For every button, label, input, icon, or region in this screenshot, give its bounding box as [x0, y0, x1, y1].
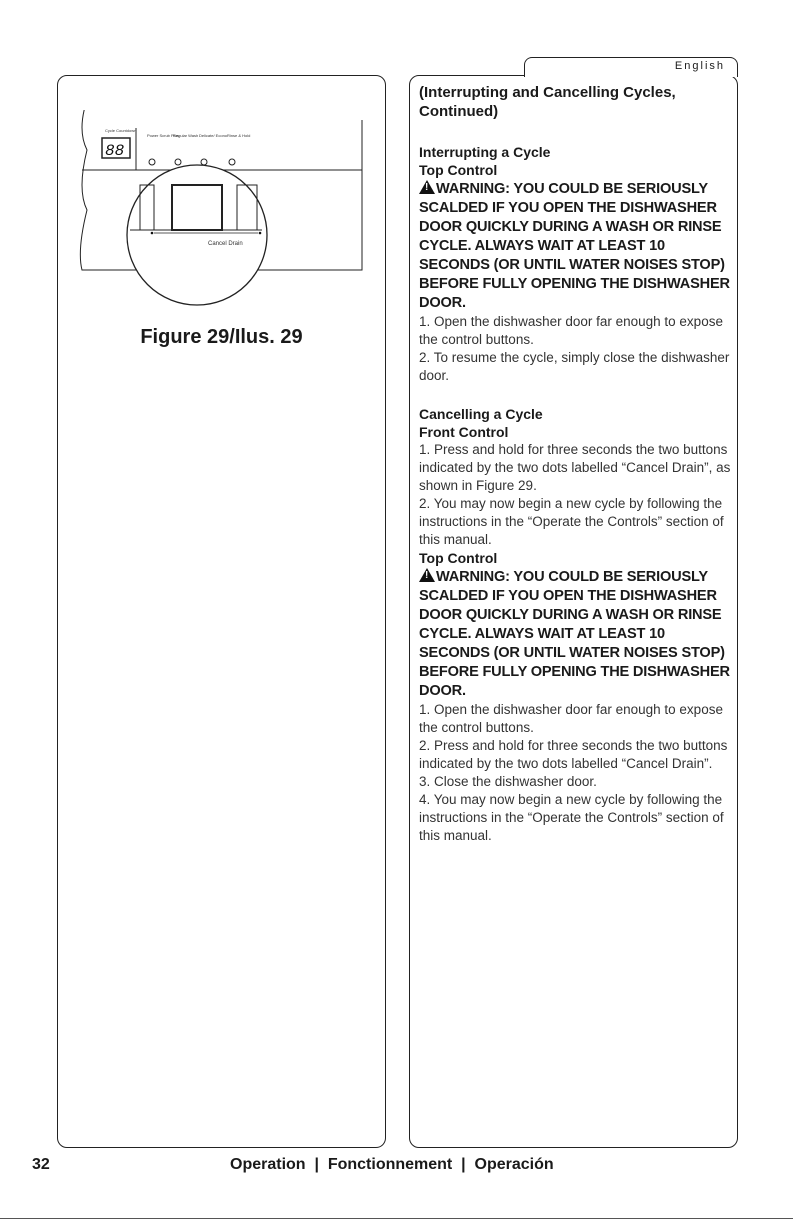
language-tab — [524, 57, 738, 77]
interrupting-top-control-heading: Top Control — [419, 162, 498, 178]
section-title: (Interrupting and Cancelling Cycles, Continued) — [419, 84, 676, 120]
front-step-1: 1. Press and hold for three seconds the two buttons indicated by the two dots labelled “Cancel Drain”, as shown in Figure 29. — [419, 442, 731, 493]
figure-caption: Figure 29/Ilus. 29 — [140, 326, 303, 348]
top-step-1: 1. Open the dishwasher door far enough to expose the control buttons. — [419, 702, 723, 735]
regular-wash-label: Regular Wash — [173, 133, 199, 138]
rinse-hold-label: Rinse & Hold — [227, 133, 251, 138]
warning-block-2 — [419, 567, 731, 701]
front-control-heading: Front Control — [419, 424, 509, 440]
interrupting-step-2: 2. To resume the cycle, simply close the dishwasher door. — [419, 350, 730, 383]
power-scrub-button — [149, 159, 155, 165]
front-step-2: 2. You may now begin a new cycle by following the instructions in the “Operate the Controls” section of this manual. — [419, 496, 724, 547]
top-step-3: 3. Close the dishwasher door. — [419, 774, 597, 789]
warning-text-1: WARNING: YOU COULD BE SERIOUSLY SCALDED IF YOU OPEN THE DISHWASHER DOOR QUICKLY DURING A WASH OR RINSE CYCLE. ALWAYS WAIT AT LEAST 10 SECONDS (OR UNTIL WATER NOISES STOP) BEFORE FULLY OPENING THE DISHWASHER DOOR. — [419, 181, 730, 311]
page-footer — [0, 1156, 793, 1180]
cancelling-heading: Cancelling a Cycle — [419, 406, 543, 422]
bottom-rule — [0, 1218, 793, 1219]
display-digits: 88 — [105, 142, 125, 160]
warning-icon — [419, 180, 435, 194]
warning-block-1 — [419, 179, 731, 313]
interrupting-heading: Interrupting a Cycle — [419, 144, 551, 160]
cycle-countdown-label: Cycle Countdown — [105, 128, 137, 133]
power-scrub-label: Power Scrub Plus — [147, 133, 179, 138]
cancel-drain-label: Cancel Drain — [208, 241, 243, 247]
top-step-4: 4. You may now begin a new cycle by following the instructions in the “Operate the Controls” section of this manual. — [419, 792, 724, 843]
instructions-content — [419, 83, 731, 845]
delicate-econo-label: Delicate/ Econo — [199, 133, 228, 138]
language-label: English — [674, 60, 725, 72]
interrupting-step-1: 1. Open the dishwasher door far enough to expose the control buttons. — [419, 314, 723, 347]
page-number: 32 — [32, 1156, 50, 1173]
regular-wash-button — [175, 159, 181, 165]
warning-icon — [419, 568, 435, 582]
delicate-econo-button — [201, 159, 207, 165]
cancelling-top-control-heading: Top Control — [419, 550, 498, 566]
warning-text-2: WARNING: YOU COULD BE SERIOUSLY SCALDED IF YOU OPEN THE DISHWASHER DOOR QUICKLY DURING A WASH OR RINSE CYCLE. ALWAYS WAIT AT LEAST 10 SECONDS (OR UNTIL WATER NOISES STOP) BEFORE FULLY OPENING THE DISHWASHER DOOR. — [419, 569, 730, 699]
control-panel-figure — [72, 110, 372, 310]
rinse-hold-button — [229, 159, 235, 165]
footer-title: Operation | Fonctionnement | Operación — [230, 1156, 554, 1173]
top-step-2: 2. Press and hold for three seconds the two buttons indicated by the two dots labelled “Cancel Drain”. — [419, 738, 728, 771]
